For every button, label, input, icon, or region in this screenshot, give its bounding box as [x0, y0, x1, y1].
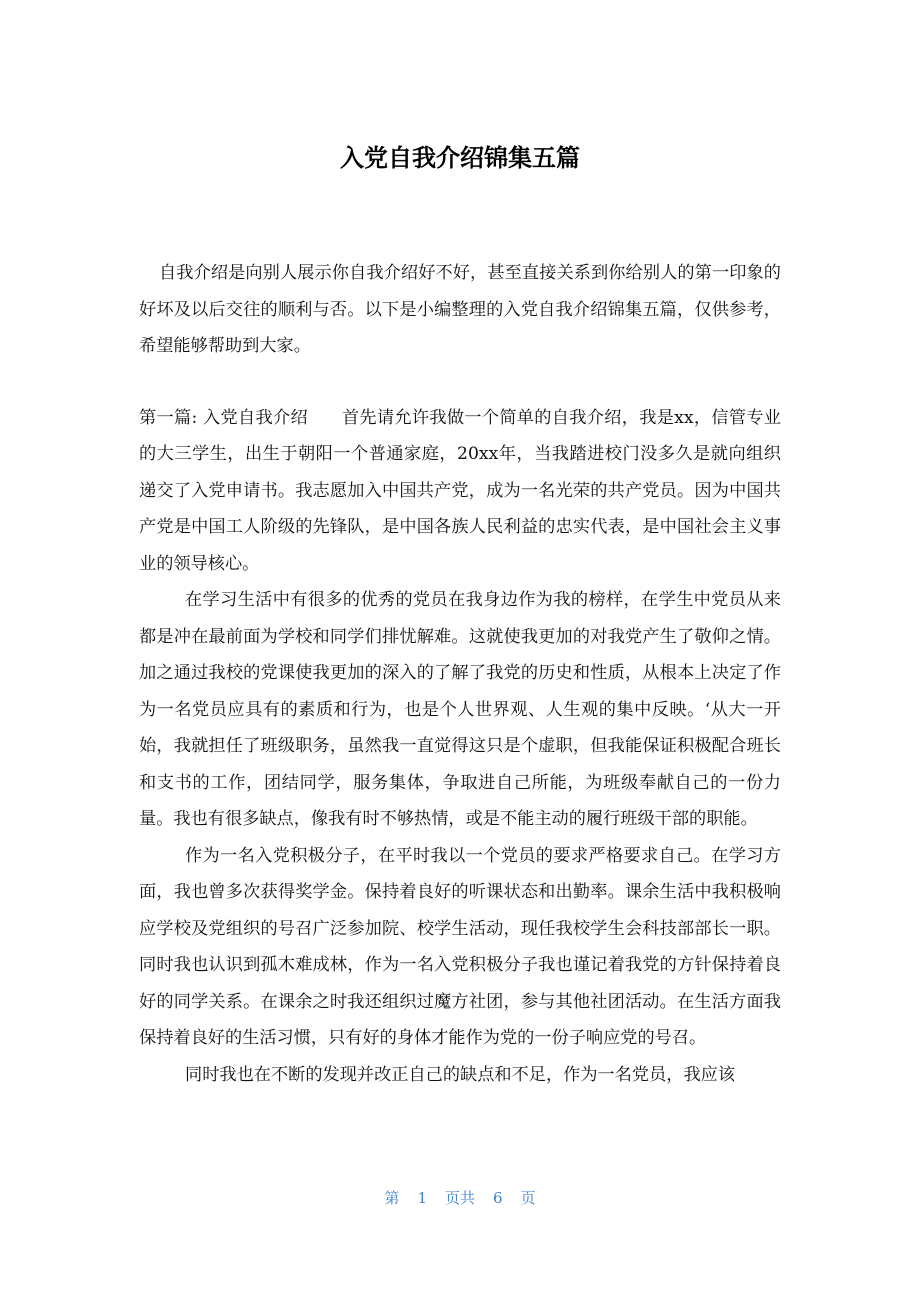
footer-current-page: 1 — [417, 1189, 427, 1207]
document-title: 入党自我介绍锦集五篇 — [340, 144, 580, 172]
body-paragraph: 同时我也在不断的发现并改正自己的缺点和不足，作为一名党员，我应该 — [185, 1064, 736, 1085]
page-footer — [0, 1186, 920, 1210]
footer-label-end: 页 — [520, 1189, 536, 1207]
section-1-paragraph — [139, 400, 781, 583]
footer-label-of: 页共 — [444, 1189, 475, 1207]
body-paragraph: 在学习生活中有很多的优秀的党员在我身边作为我的榜样，在学生中党员从来都是冲在最前面为学校和同学们排忧解难。这就使我更加的对我党产生了敬仰之情。加之通过我校的党课使我更加的深入的了解了我党的历史和性质，从根本上决定了作为一名党员应具有的素质和行为，也是个人世界观、人生观的集中反映。‘从大一开始，我就担任了班级职务，虽然我一直觉得这只是个虚职，但我能保证积极配合班长和支书的工作，团结同学，服务集体，争取进自己所能，为班级奉献自己的一份力量。我也有很多缺点，像我有时不够热情，或是不能主动的履行班级干部的职能。 — [139, 590, 781, 829]
section-1-heading: 第一篇: 入党自我介绍 — [139, 407, 308, 428]
body-paragraph: 作为一名入党积极分子，在平时我以一个党员的要求严格要求自己。在学习方面，我也曾多次获得奖学金。保持着良好的听课状态和出勤率。课余生活中我积极响应学校及党组织的号召广泛参加院、校学生活动，现任我校学生会科技部部长一职。同时我也认识到孤木难成林，作为一名入党积极分子我也谨记着我党的方针保持着良好的同学关系。在课余之时我还组织过魔方社团，参与其他社团活动。在生活方面我保持着良好的生活习惯，只有好的身体才能作为党的一份子响应党的号召。 — [139, 845, 781, 1048]
footer-label-page: 第 — [384, 1189, 400, 1207]
intro-paragraph: 自我介绍是向别人展示你自我介绍好不好，甚至直接关系到你给别人的第一印象的好坏及以后交往的顺利与否。以下是小编整理的入党自我介绍锦集五篇，仅供参考，希望能够帮助到大家。 — [139, 263, 781, 356]
document-body — [139, 255, 781, 1093]
footer-total-pages: 6 — [493, 1189, 503, 1207]
section-1-lead-text: 首先请允许我做一个简单的自我介绍，我是xx，信管专业的大三学生，出生于朝阳一个普通家庭，20xx年，当我踏进校门没多久是就向组织递交了入党申请书。我志愿加入中国共产党，成为一名光荣的共产党员。因为中国共产党是中国工人阶级的先锋队，是中国各族人民利益的忠实代表，是中国社会主义事业的领导核心。 — [139, 407, 781, 574]
